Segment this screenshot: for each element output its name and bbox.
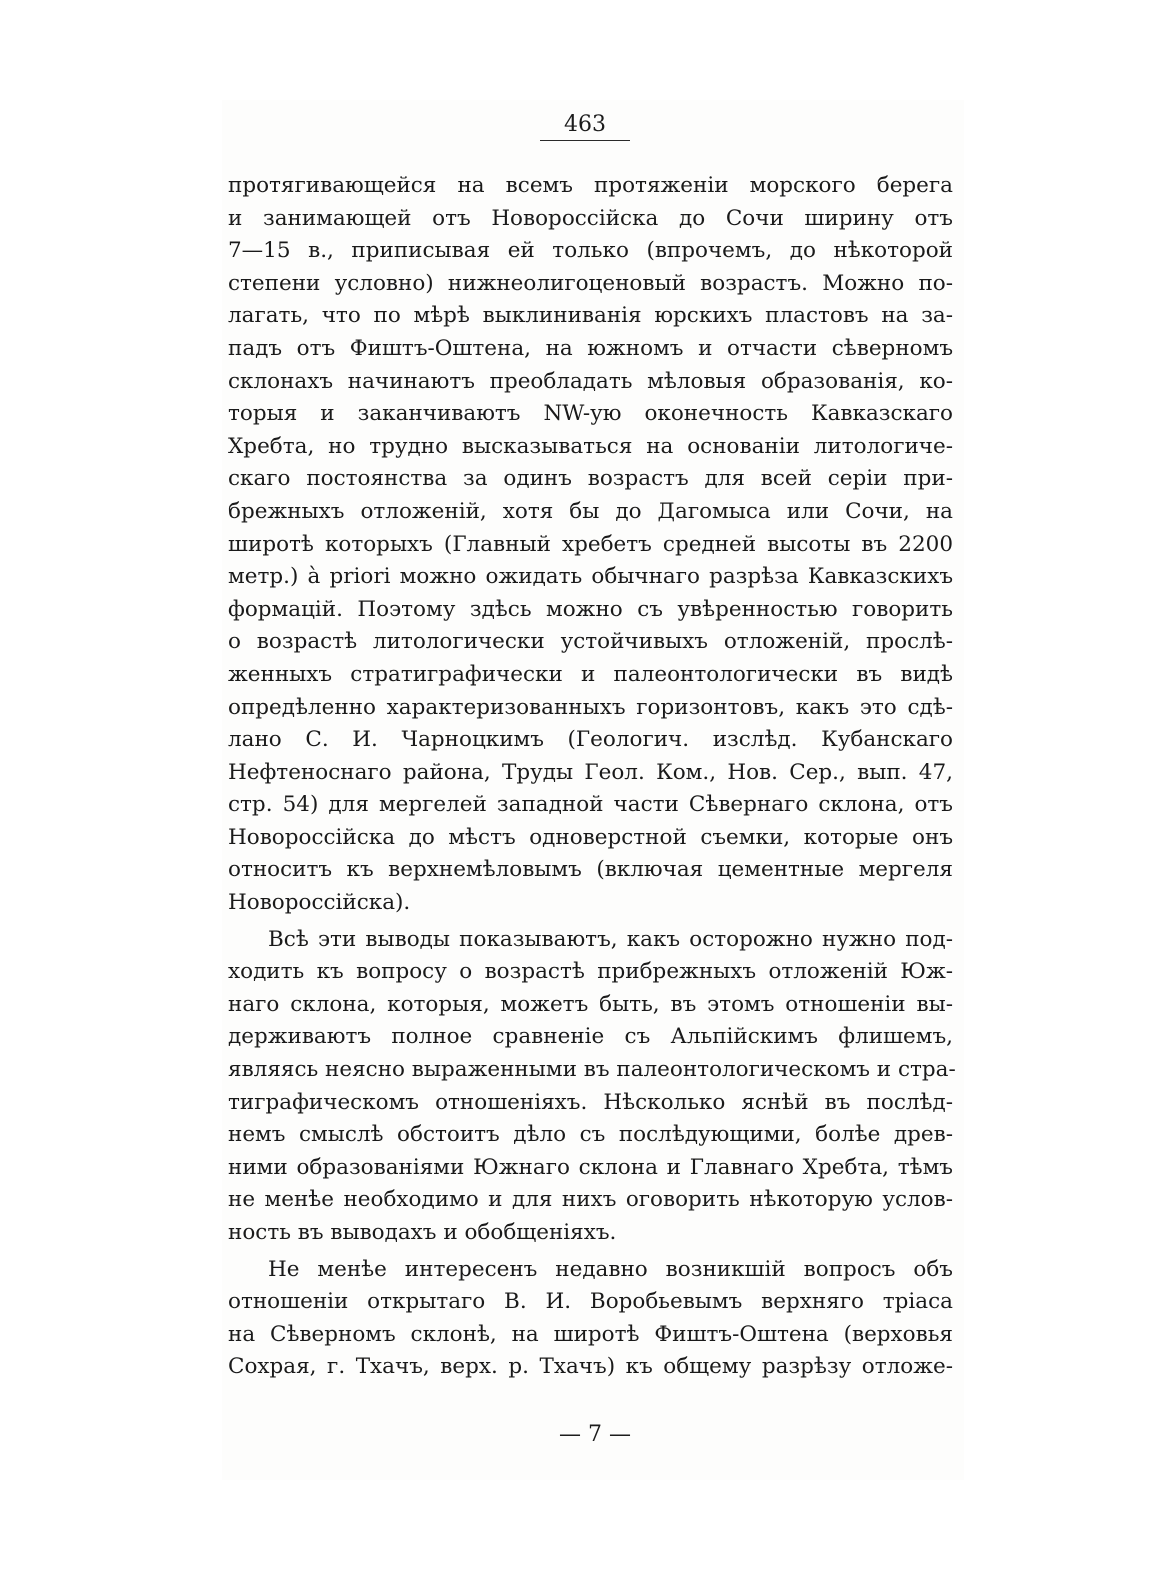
text-line: протягивающейся на всемъ протяженіи морского берега [228,173,953,198]
text-line: Новороссійска). [228,890,411,916]
signature-mark: — 7 — [559,1422,631,1447]
text-line: женныхъ стратиграфически и палеонтологически въ видѣ [228,661,953,687]
text-line: не менѣе необходимо и для нихъ оговорить нѣкоторую услов- [228,1187,953,1213]
text-line: формацій. Поэтому здѣсь можно съ увѣренностью говорить [228,596,953,622]
text-line: немъ смыслѣ обстоитъ дѣло съ послѣдующими, болѣе древ- [228,1122,953,1148]
text-line: широтѣ которыхъ (Главный хребетъ средней высоты въ 2200 [228,531,953,557]
text-line: стр. 54) для мергелей западной части Сѣвернаго склона, отъ [228,792,953,818]
text-line: Новороссійска до мѣстъ одноверстной съемки, которые онъ [228,824,953,850]
page-number: 463 [540,112,630,141]
text-line: Сохрая, г. Тхачъ, верх. р. Тхачъ) къ общему разрѣзу отложе- [228,1354,953,1380]
text-line: держиваютъ полное сравненіе съ Альпійскимъ флишемъ, [228,1024,953,1050]
text-line: склонахъ начинаютъ преобладать мѣловыя образованія, ко- [228,368,953,394]
text-line: Не менѣе интересенъ недавно возникшій вопросъ объ [268,1256,953,1282]
text-line: на Сѣверномъ склонѣ, на широтѣ Фиштъ-Оштена (верховья [228,1321,953,1347]
text-line: наго склона, которыя, можетъ быть, въ этомъ отношеніи вы- [228,991,953,1017]
body-text [228,170,956,1384]
text-line: лано С. И. Чарноцкимъ (Геологич. изслѣд. Кубанскаго [228,727,953,753]
text-line: степени условно) нижнеолигоценовый возрастъ. Можно по- [228,270,953,296]
text-line: метр.) à priori можно ожидать обычнаго разрѣза Кавказскихъ [228,564,953,590]
text-line: опредѣленно характеризованныхъ горизонтовъ, какъ это сдѣ- [228,694,953,720]
text-line: являясь неясно выраженными въ палеонтологическомъ и стра- [228,1057,956,1083]
text-line: Хребта, но трудно высказываться на основаніи литологиче- [228,433,953,459]
text-line: торыя и заканчиваютъ NW-ую оконечность Кавказскаго [228,401,953,427]
text-line: и занимающей отъ Новороссійска до Сочи ширину отъ [228,205,953,231]
text-line: ними образованіями Южнаго склона и Главнаго Хребта, тѣмъ [228,1154,953,1180]
text-line: ходить къ вопросу о возрастѣ прибрежныхъ отложеній Юж- [228,959,953,985]
text-line: Всѣ эти выводы показываютъ, какъ осторожно нужно под- [268,926,953,952]
text-line: тиграфическомъ отношеніяхъ. Нѣсколько яснѣй въ послѣд- [228,1089,953,1115]
text-line: отношеніи открытаго В. И. Воробьевымъ верхняго тріаса [228,1289,953,1315]
text-line: брежныхъ отложеній, хотя бы до Дагомыса или Сочи, на [228,498,953,524]
text-line: падъ отъ Фиштъ-Оштена, на южномъ и отчасти сѣверномъ [228,335,953,361]
text-line: лагать, что по мѣрѣ выклиниванія юрскихъ пластовъ на за- [228,303,953,329]
text-line: о возрастѣ литологически устойчивыхъ отложеній, прослѣ- [228,629,953,655]
text-line: 7—15 в., приписывая ей только (впрочемъ, до нѣкоторой [228,238,953,264]
text-line: ность въ выводахъ и обобщеніяхъ. [228,1220,617,1245]
text-line: относитъ къ верхнемѣловымъ (включая цементные мергеля [228,857,953,883]
text-line: Нефтеноснаго района, Труды Геол. Ком., Нов. Сер., вып. 47, [228,759,953,785]
text-line: скаго постоянства за одинъ возрастъ для всей серіи при- [228,466,953,492]
